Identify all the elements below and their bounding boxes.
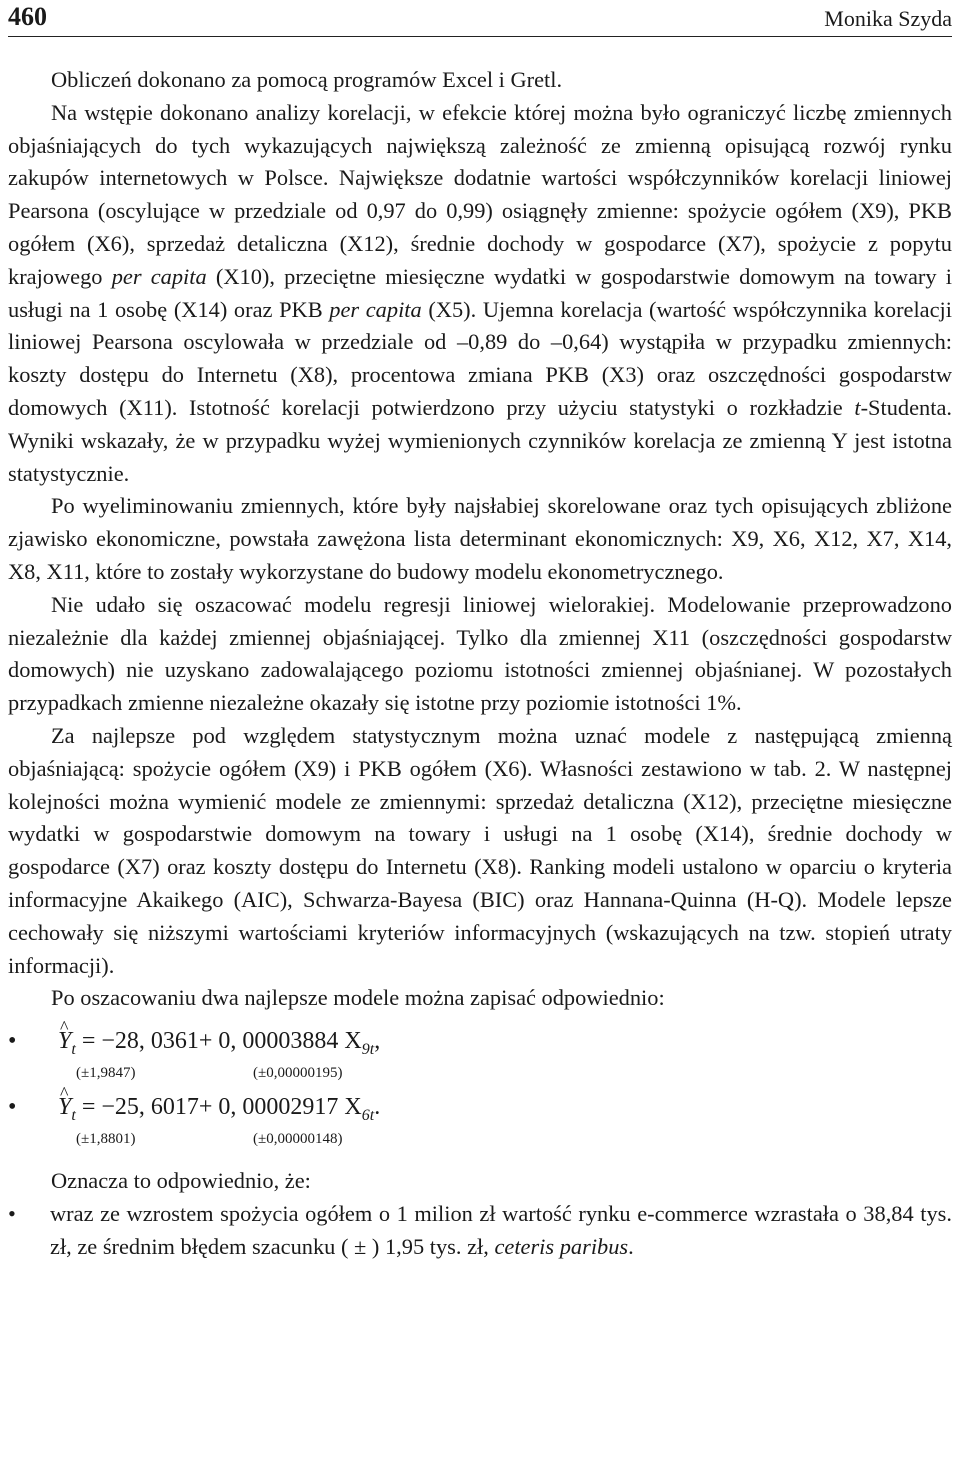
paragraph-1: Obliczeń dokonano za pomocą programów Excel i Gretl. <box>51 67 563 92</box>
y-hat: ^ Y <box>58 1025 71 1058</box>
paragraph-3: Po wyeliminowaniu zmiennych, które były najsłabiej skorelowane oraz tych opisujących zbliżone zjawisko ekonomiczne, powstała zawężona lista determinant ekonomicznych: X9, X6, X12, X7, X14, X8, X11, które to zostały wykorzystane do budowy modelu ekonometrycznego. <box>8 493 952 584</box>
y-hat: ^ Y <box>58 1091 71 1124</box>
text-run: (X10), przeciętne miesięczne wydatki w gospodarstwie domowym na towary i usługi na 1 osobę (X14) oraz PKB <box>8 263 952 322</box>
text-run: -Studenta. Wyniki wskazały, że w przypadku wyżej wymienionych czynników korelacja ze zmienną Y jest istotna statystycznie. <box>8 394 952 486</box>
std-error-slope: (±0,00000148) <box>253 1131 343 1148</box>
paragraph-4: Nie udało się oszacować modelu regresji liniowej wielorakiej. Modelowanie przeprowadzono niezależnie dla każdej zmiennej objaśniającej. Tylko dla zmiennej X11 (oszczędności gospodarstw domowych) nie uzyskano zadowalającego poziomu istotności zmiennej objaśnianej. W pozostałych przypadkach zmienne niezależne okazały się istotne przy poziomie istotności 1%. <box>8 591 952 716</box>
equation-2 <box>8 1091 952 1157</box>
paragraph-2 <box>8 97 952 491</box>
page-number: 460 <box>8 2 47 31</box>
subscript: 6t <box>361 1106 375 1124</box>
running-head-author: Monika Szyda <box>824 6 952 31</box>
subscript: t <box>71 1106 76 1124</box>
conclusion-list <box>8 1198 952 1264</box>
subscript: 9t <box>361 1040 375 1058</box>
paragraph-5: Za najlepsze pod względem statystycznym można uznać modele z następującą zmienną objaśniającą: spożycie ogółem (X9) i PKB ogółem (X6). Własności zestawiono w tab. 2. W następnej kolejności można wymienić modele ze zmiennymi: sprzedaż detaliczna (X12), przeciętne miesięczne wydatki w gospodarstwie domowym na towary i usługi na 1 osobę (X14), średnie dochody w gospodarce (X7) oraz koszty dostępu do Internetu (X8). Ranking modeli ustalono w oparciu o kryteria informacyjne Akaikego (AIC), Schwarza-Bayesa (BIC) oraz Hannana-Quinna (H-Q). Modele lepsze cechowały się niższymi wartościami kryteriów informacyjnych (wskazujących na tzw. stopień utraty informacji). <box>8 722 952 978</box>
equation-end: , <box>374 1028 381 1055</box>
text-run: Na wstępie dokonano analizy korelacji, w efekcie której można było ograniczyć liczbę zmiennych objaśniających do tych wykazujących największą zależność ze zmienną opisującą rozwój rynku zakupów internetowych w Polsce. Największe dodatnie wartości współczynników korelacji liniowej Pearsona (oscylujące w przedziale od 0,97 do 0,99) osiągnęły zmienne: spożycie ogółem (X9), PKB ogółem (X6), sprzedaż detaliczna (X12), średnie dochody w gospodarce (X7), spożycie z popytu krajowego <box>8 99 952 289</box>
italic-term: per capita <box>111 263 207 289</box>
list-item <box>8 1198 952 1264</box>
paragraph-6: Po oszacowaniu dwa najlepsze modele można zapisać odpowiednio: <box>51 985 665 1011</box>
italic-term: ceteris paribus <box>494 1233 629 1259</box>
std-error-intercept: (±1,8801) <box>76 1131 136 1148</box>
subscript: t <box>71 1040 76 1058</box>
std-error-intercept: (±1,9847) <box>76 1065 136 1082</box>
equation-rhs: = −25, 6017+ 0, 00002917 X <box>75 1094 362 1121</box>
paragraph-7: Oznacza to odpowiednio, że: <box>51 1168 311 1194</box>
equation-1 <box>8 1025 952 1091</box>
page-body <box>8 64 952 1264</box>
equation-end: . <box>374 1094 381 1121</box>
bullet: • <box>8 1028 17 1055</box>
text-run: . <box>628 1233 634 1259</box>
text-run: wraz ze wzrostem spożycia ogółem o 1 milion zł wartość rynku e-commerce wzrastała o 38,84 tys. zł, ze średnim błędem szacunku ( ± ) 1,95 tys. zł, <box>50 1200 952 1259</box>
italic-term: t <box>854 394 861 420</box>
bullet: • <box>8 1094 17 1121</box>
italic-term: per capita <box>329 296 422 322</box>
std-error-slope: (±0,00000195) <box>253 1065 343 1082</box>
page-header <box>8 2 952 37</box>
text-run: (X5). Ujemna korelacja (wartość współczynnika korelacji liniowej Pearsona oscylowała w przedziale od –0,89 do –0,64) wystąpiła w przypadku zmiennych: koszty dostępu do Internetu (X8), procentowa zmiana PKB (X3) oraz oszczędności gospodarstw domowych (X11). Istotność korelacji potwierdzono przy użyciu statystyki o rozkładzie <box>8 296 952 420</box>
equation-rhs: = −28, 0361+ 0, 00003884 X <box>75 1028 362 1055</box>
